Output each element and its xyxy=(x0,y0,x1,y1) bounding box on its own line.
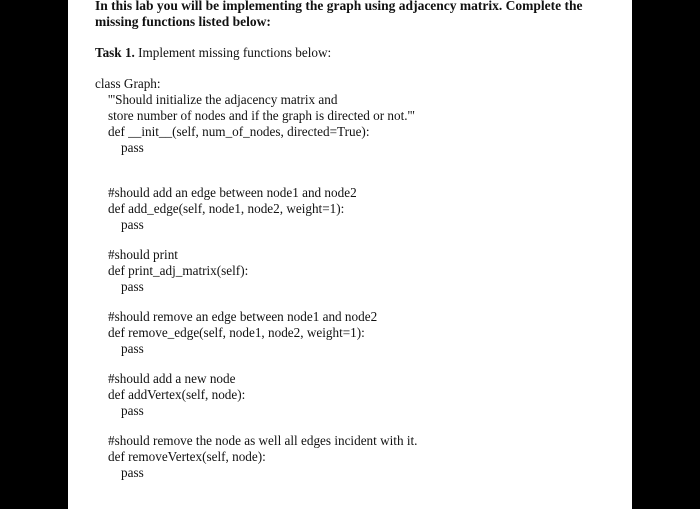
remove-vertex-pass: pass xyxy=(121,465,144,480)
task-heading xyxy=(95,45,331,61)
remove-edge-definition: def remove_edge(self, node1, node2, weight=1): xyxy=(108,325,365,340)
init-definition: def __init__(self, num_of_nodes, directed=True): xyxy=(108,124,370,139)
docstring-line-1: '''Should initialize the adjacency matrix and xyxy=(108,92,338,107)
docstring-line-2: store number of nodes and if the graph is directed or not.''' xyxy=(108,108,415,123)
print-definition: def print_adj_matrix(self): xyxy=(108,263,249,278)
add-vertex-comment: #should add a new node xyxy=(108,371,236,386)
add-edge-pass: pass xyxy=(121,217,144,232)
document-page xyxy=(68,0,632,509)
remove-edge-pass: pass xyxy=(121,341,144,356)
remove-vertex-definition: def removeVertex(self, node): xyxy=(108,449,266,464)
intro-line-2: missing functions listed below: xyxy=(95,14,271,29)
remove-edge-comment: #should remove an edge between node1 and node2 xyxy=(108,309,378,324)
task-label: Task 1. xyxy=(95,45,135,60)
add-vertex-definition: def addVertex(self, node): xyxy=(108,387,246,402)
remove-vertex-comment: #should remove the node as well all edges incident with it. xyxy=(108,433,418,448)
task-text: Implement missing functions below: xyxy=(134,45,332,60)
add-edge-comment: #should add an edge between node1 and node2 xyxy=(108,185,357,200)
init-pass: pass xyxy=(121,140,144,155)
print-pass: pass xyxy=(121,279,144,294)
intro-line-1: In this lab you will be implementing the graph using adjacency matrix. Complete the xyxy=(95,0,583,13)
print-comment: #should print xyxy=(108,247,178,262)
class-declaration: class Graph: xyxy=(95,76,161,91)
add-edge-definition: def add_edge(self, node1, node2, weight=1): xyxy=(108,201,345,216)
add-vertex-pass: pass xyxy=(121,403,144,418)
